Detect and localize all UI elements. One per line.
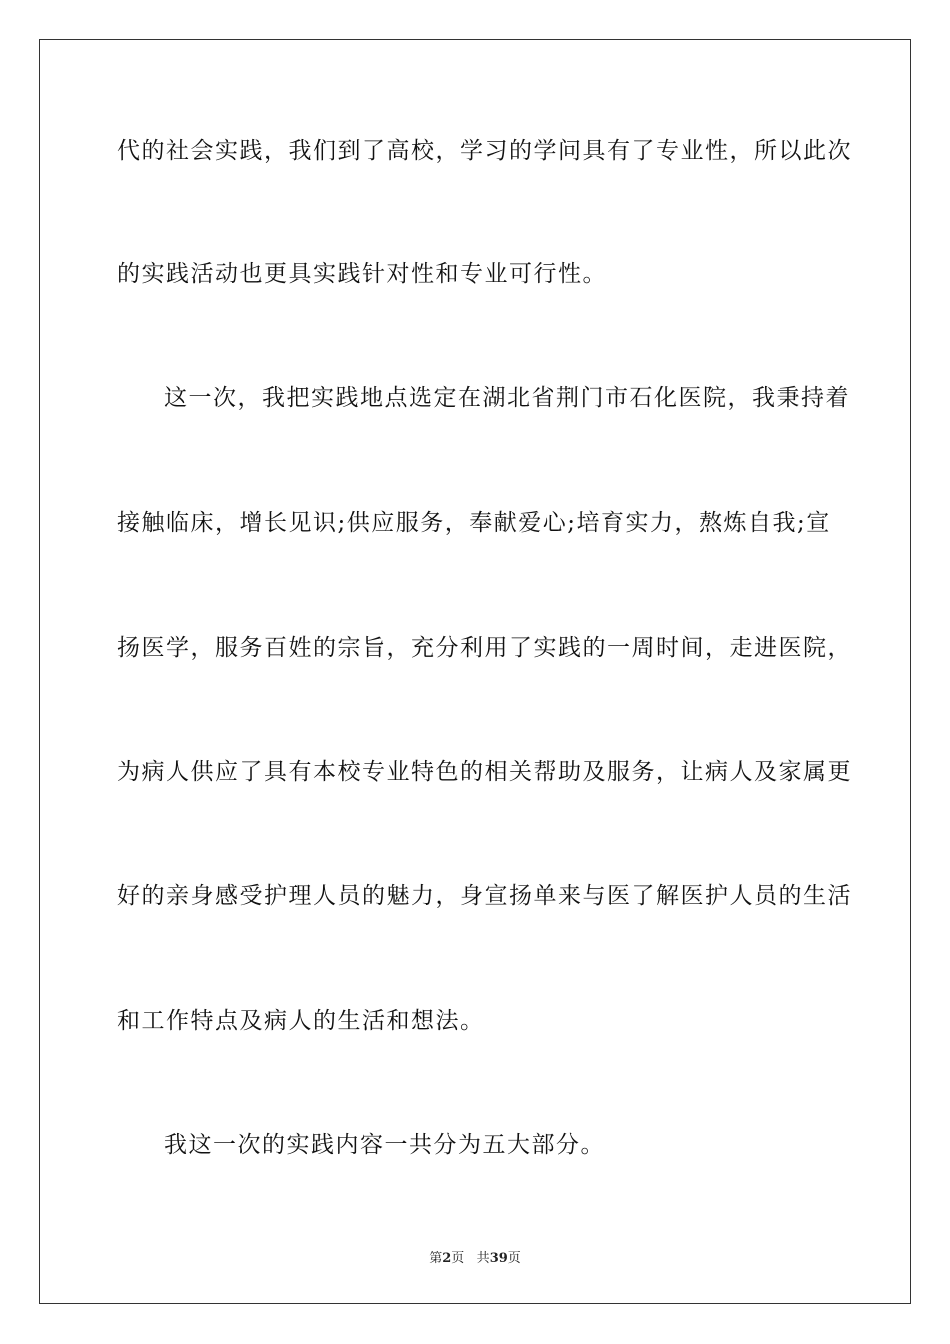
page-border bbox=[39, 39, 911, 1304]
body-text-line: 和工作特点及病人的生活和想法。 bbox=[117, 1008, 485, 1034]
total-pages: 39 bbox=[489, 1251, 508, 1266]
total-suffix: 页 bbox=[507, 1251, 521, 1266]
body-text-line: 接触临床，增长见识;供应服务，奉献爱心;培育实力，熬炼自我;宣 bbox=[117, 510, 831, 536]
body-text-line: 扬医学，服务百姓的宗旨，充分利用了实践的一周时间，走进医院， bbox=[117, 635, 852, 661]
paragraph-first-line: 这一次，我把实践地点选定在湖北省荆门市石化医院，我秉持着 bbox=[164, 385, 850, 411]
paragraph-first-line: 我这一次的实践内容一共分为五大部分。 bbox=[164, 1132, 605, 1158]
body-text-line: 代的社会实践，我们到了高校，学习的学问具有了专业性，所以此次 bbox=[117, 138, 852, 164]
page-footer bbox=[0, 1247, 950, 1266]
body-text-line: 为病人供应了具有本校专业特色的相关帮助及服务，让病人及家属更 bbox=[117, 759, 852, 785]
total-prefix: 共 bbox=[476, 1251, 490, 1266]
body-text-line: 好的亲身感受护理人员的魅力，身宣扬单来与医了解医护人员的生活 bbox=[117, 883, 852, 909]
page-prefix: 第 bbox=[429, 1251, 443, 1266]
page-number: 2 bbox=[442, 1251, 452, 1266]
page-suffix: 页 bbox=[451, 1251, 465, 1266]
body-text-line: 的实践活动也更具实践针对性和专业可行性。 bbox=[117, 261, 607, 287]
